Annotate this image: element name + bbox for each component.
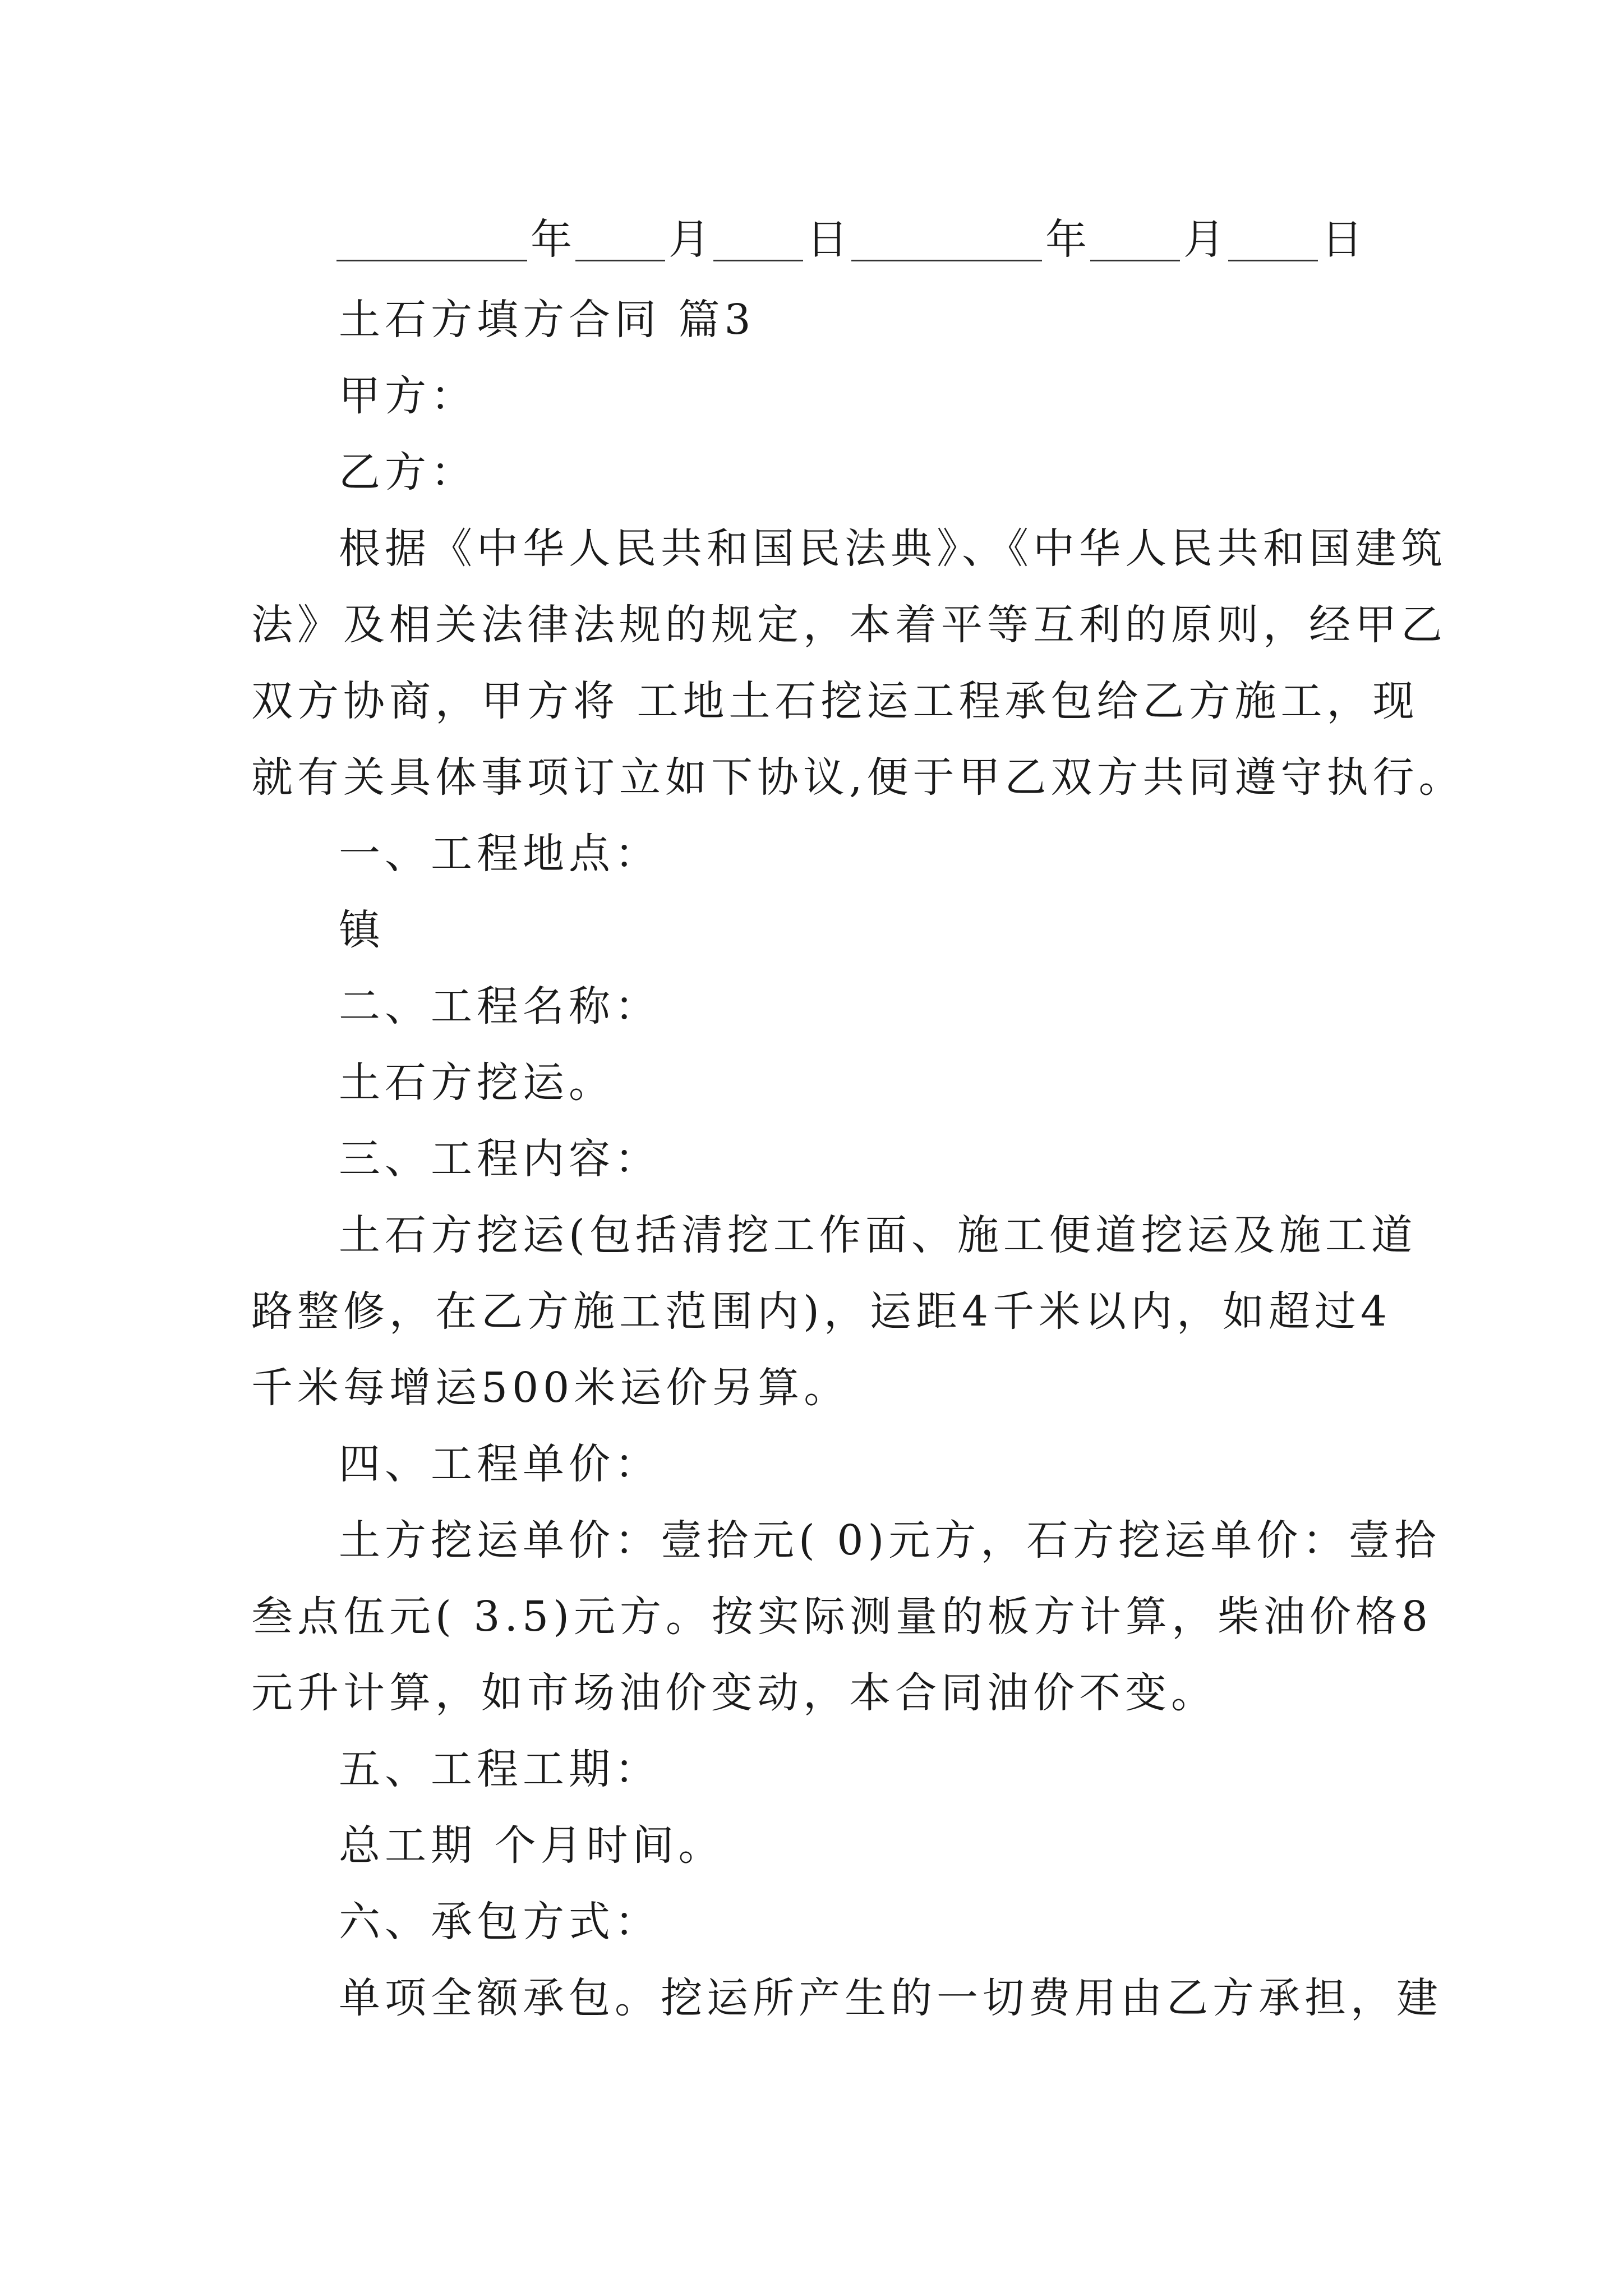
- section-heading: 一、工程地点：: [339, 830, 661, 878]
- day-label: 日: [1321, 215, 1363, 264]
- month-blank: [575, 216, 665, 261]
- paragraph-line: 双方协商，甲方将 工地土石挖运工程承包给乙方施工，现: [251, 677, 1419, 725]
- day-blank: [713, 216, 803, 261]
- paragraph-line: 根据《中华人民共和国民法典》、《中华人民共和国建筑: [339, 524, 1447, 573]
- year-blank: [336, 216, 527, 261]
- month-label: 月: [668, 215, 710, 264]
- signature-date-row: [336, 209, 1366, 270]
- paragraph-line: 镇: [339, 906, 385, 954]
- month-label: 月: [1183, 215, 1225, 264]
- paragraph-line: 千米每增运500米运价另算。: [251, 1364, 850, 1412]
- year-label: 年: [531, 215, 572, 264]
- paragraph-line: 土石方挖运(包括清挖工作面、施工便道挖运及施工道: [339, 1211, 1417, 1259]
- year-label: 年: [1045, 215, 1087, 264]
- paragraph-line: 就有关具体事项订立如下协议,便于甲乙双方共同遵守执行。: [251, 753, 1465, 802]
- day-label: 日: [806, 215, 848, 264]
- paragraph-line: 叁点伍元( 3.5)元方。按实际测量的板方计算，柴油价格8: [251, 1593, 1433, 1641]
- party-b-label: 乙方：: [339, 448, 477, 496]
- section-heading: 二、工程名称：: [339, 982, 661, 1030]
- paragraph-line: 单项全额承包。挖运所产生的一切费用由乙方承担，建: [339, 1974, 1442, 2022]
- section-heading: 六、承包方式：: [339, 1898, 661, 1946]
- section-heading: 五、工程工期：: [339, 1745, 661, 1793]
- section-heading: 四、工程单价：: [339, 1440, 661, 1488]
- party-a-label: 甲方：: [339, 372, 477, 420]
- paragraph-line: 土方挖运单价：壹拾元( 0)元方，石方挖运单价：壹拾: [339, 1516, 1441, 1565]
- paragraph-line: 元升计算，如市场油价变动，本合同油价不变。: [251, 1669, 1217, 1717]
- month-blank: [1090, 216, 1180, 261]
- paragraph-line: 路整修，在乙方施工范围内)，运距4千米以内，如超过4: [251, 1287, 1392, 1336]
- paragraph-line: 总工期 个月时间。: [339, 1821, 725, 1870]
- section-heading: 三、工程内容：: [339, 1135, 661, 1183]
- day-blank: [1228, 216, 1318, 261]
- year-blank: [851, 216, 1042, 261]
- paragraph-line: 土石方挖运。: [339, 1059, 615, 1107]
- document-title: 土石方填方合同 篇3: [339, 296, 755, 344]
- paragraph-line: 法》及相关法律法规的规定，本着平等互利的原则，经甲乙: [251, 601, 1447, 649]
